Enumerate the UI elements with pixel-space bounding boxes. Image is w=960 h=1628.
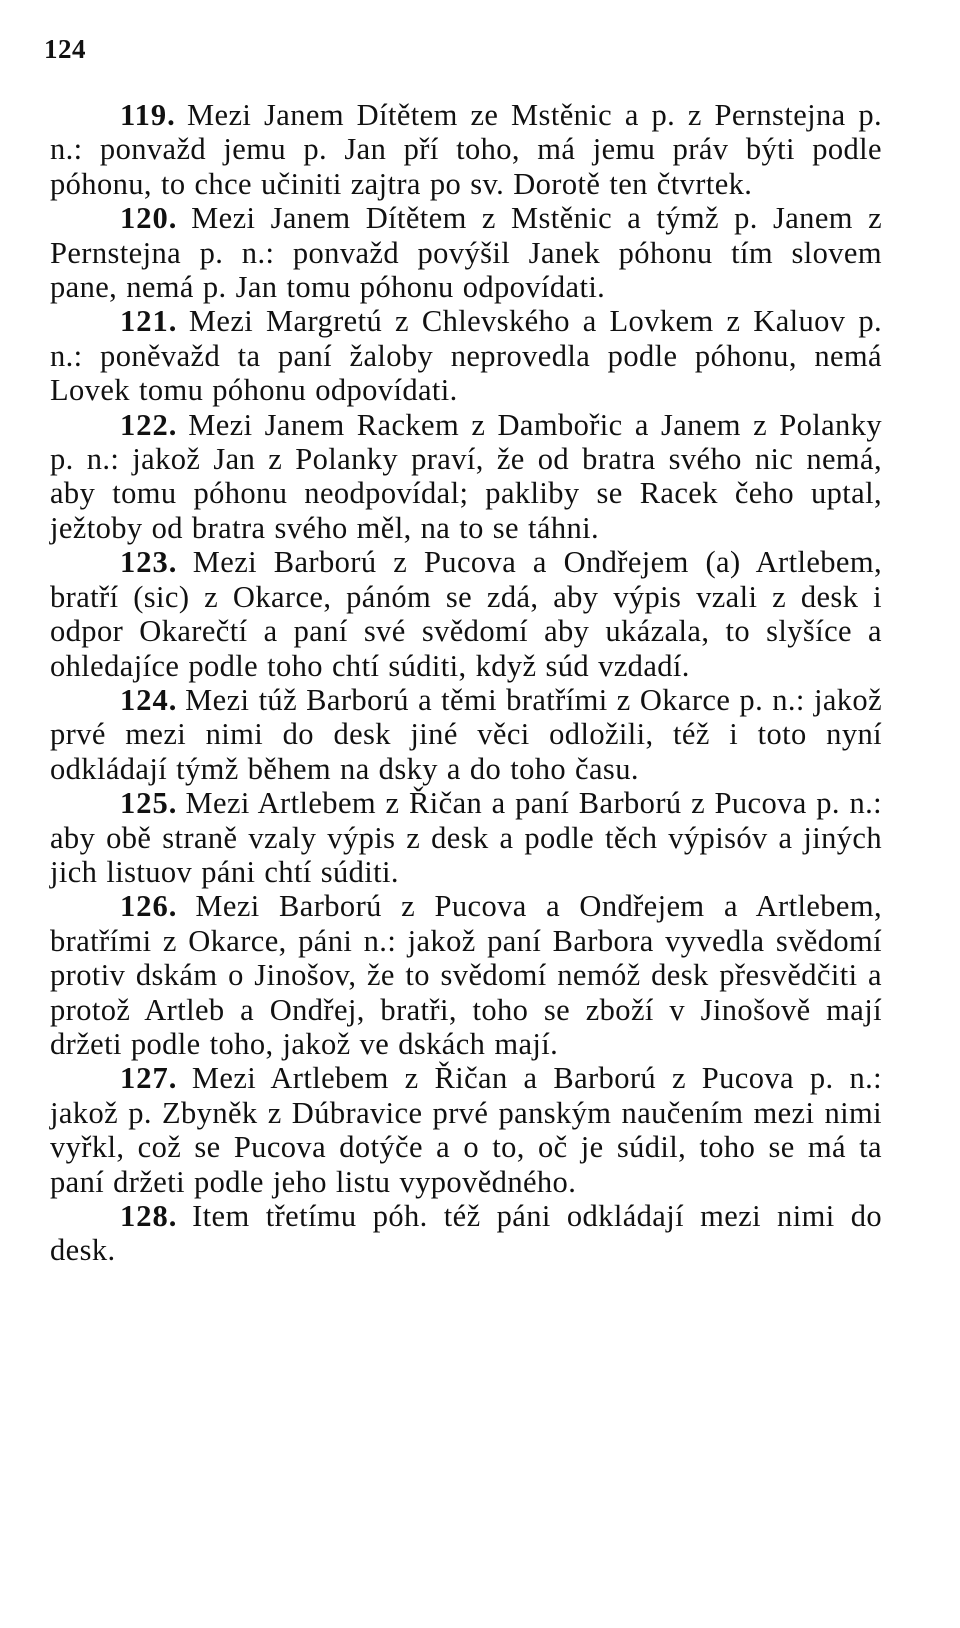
entry-text: Mezi Janem Dítětem z Mstěnic a týmž p. Janem z Pernstejna p. n.: ponvažd povýšil Janek póhonu tím slovem pane, nemá p. Jan tomu póhonu odpovídati.	[50, 201, 883, 305]
entry-124	[50, 683, 882, 786]
entry-text: Mezi Barború z Pucova a Ondřejem a Artlebem, bratřími z Okarce, páni n.: jakož paní Barbora vyvedla svědomí protiv dskám o Jinošov, že to svědomí nemóž desk přesvědčiti a protož Artleb a Ondřej, bratři, toho se zboží v Jinošově mají držeti podle toho, jakož ve dskách mají.	[50, 889, 882, 1061]
entry-127	[50, 1061, 882, 1199]
entry-128	[50, 1199, 882, 1268]
entry-number: 124.	[120, 682, 178, 717]
entry-number: 119.	[120, 98, 176, 132]
entry-number: 127.	[120, 1061, 178, 1096]
entry-number: 128.	[120, 1199, 178, 1233]
entry-125	[50, 786, 882, 889]
entry-text: Mezi túž Barború a těmi bratřími z Okarce p. n.: jakož prvé mezi nimi do desk jiné věci odložili, též i toto nyní odkládají týmž během na dsky a do toho času.	[50, 682, 883, 786]
entry-text: Mezi Janem Dítětem ze Mstěnic a p. z Pernstejna p. n.: ponvažd jemu p. Jan pří toho, má jemu práv býti podle póhonu, to chce učiniti zajtra po sv. Dorotě ten čtvrtek.	[50, 98, 882, 201]
entry-text: Mezi Artlebem z Řičan a Barború z Pucova p. n.: jakož p. Zbyněk z Dúbravice prvé panským naučením mezi nimi vyřkl, což se Pucova dotýče a o to, oč je súdil, toho se má ta paní držeti podle jeho listu vypovědného.	[50, 1061, 882, 1199]
entry-text: Mezi Artlebem z Řičan a paní Barború z Pucova p. n.: aby obě straně vzaly výpis z desk a podle těch výpisóv a jiných jich listuov páni chtí súditi.	[50, 786, 883, 889]
entry-number: 121.	[120, 304, 178, 339]
entry-119	[50, 98, 882, 201]
entry-126	[50, 889, 882, 1061]
entry-121	[50, 304, 882, 407]
entry-text: Item třetímu póh. též páni odkládají mezi nimi do desk.	[50, 1199, 882, 1268]
entry-text: Mezi Margretú z Chlevského a Lovkem z Kaluov p. n.: poněvažd ta paní žaloby neprovedla podle póhonu, nemá Lovek tomu póhonu odpovídati.	[50, 304, 883, 408]
entry-number: 126.	[120, 889, 178, 924]
entry-number: 123.	[120, 545, 178, 580]
entry-number: 122.	[120, 407, 178, 442]
entry-text: Mezi Barború z Pucova a Ondřejem (a) Artlebem, bratří (sic) z Okarce, pánóm se zdá, aby výpis vzali z desk i odpor Okarečtí a paní své svědomí aby ukázala, to slyšíce a ohledajíce podle toho chtí súditi, když súd vzdadí.	[50, 545, 882, 683]
entry-122	[50, 408, 882, 546]
entries-list	[50, 98, 882, 1268]
entry-120	[50, 201, 882, 304]
entry-text: Mezi Janem Rackem z Dambořic a Janem z Polanky p. n.: jakož Jan z Polanky praví, že od bratra svého nic nemá, aby tomu póhonu neodpovídal; pakliby se Racek čeho uptal, ježtoby od bratra svého měl, na to se táhni.	[50, 407, 883, 545]
entry-number: 120.	[120, 201, 178, 236]
entry-number: 125.	[120, 786, 178, 821]
page-number: 124	[44, 34, 86, 64]
entry-123	[50, 545, 882, 683]
